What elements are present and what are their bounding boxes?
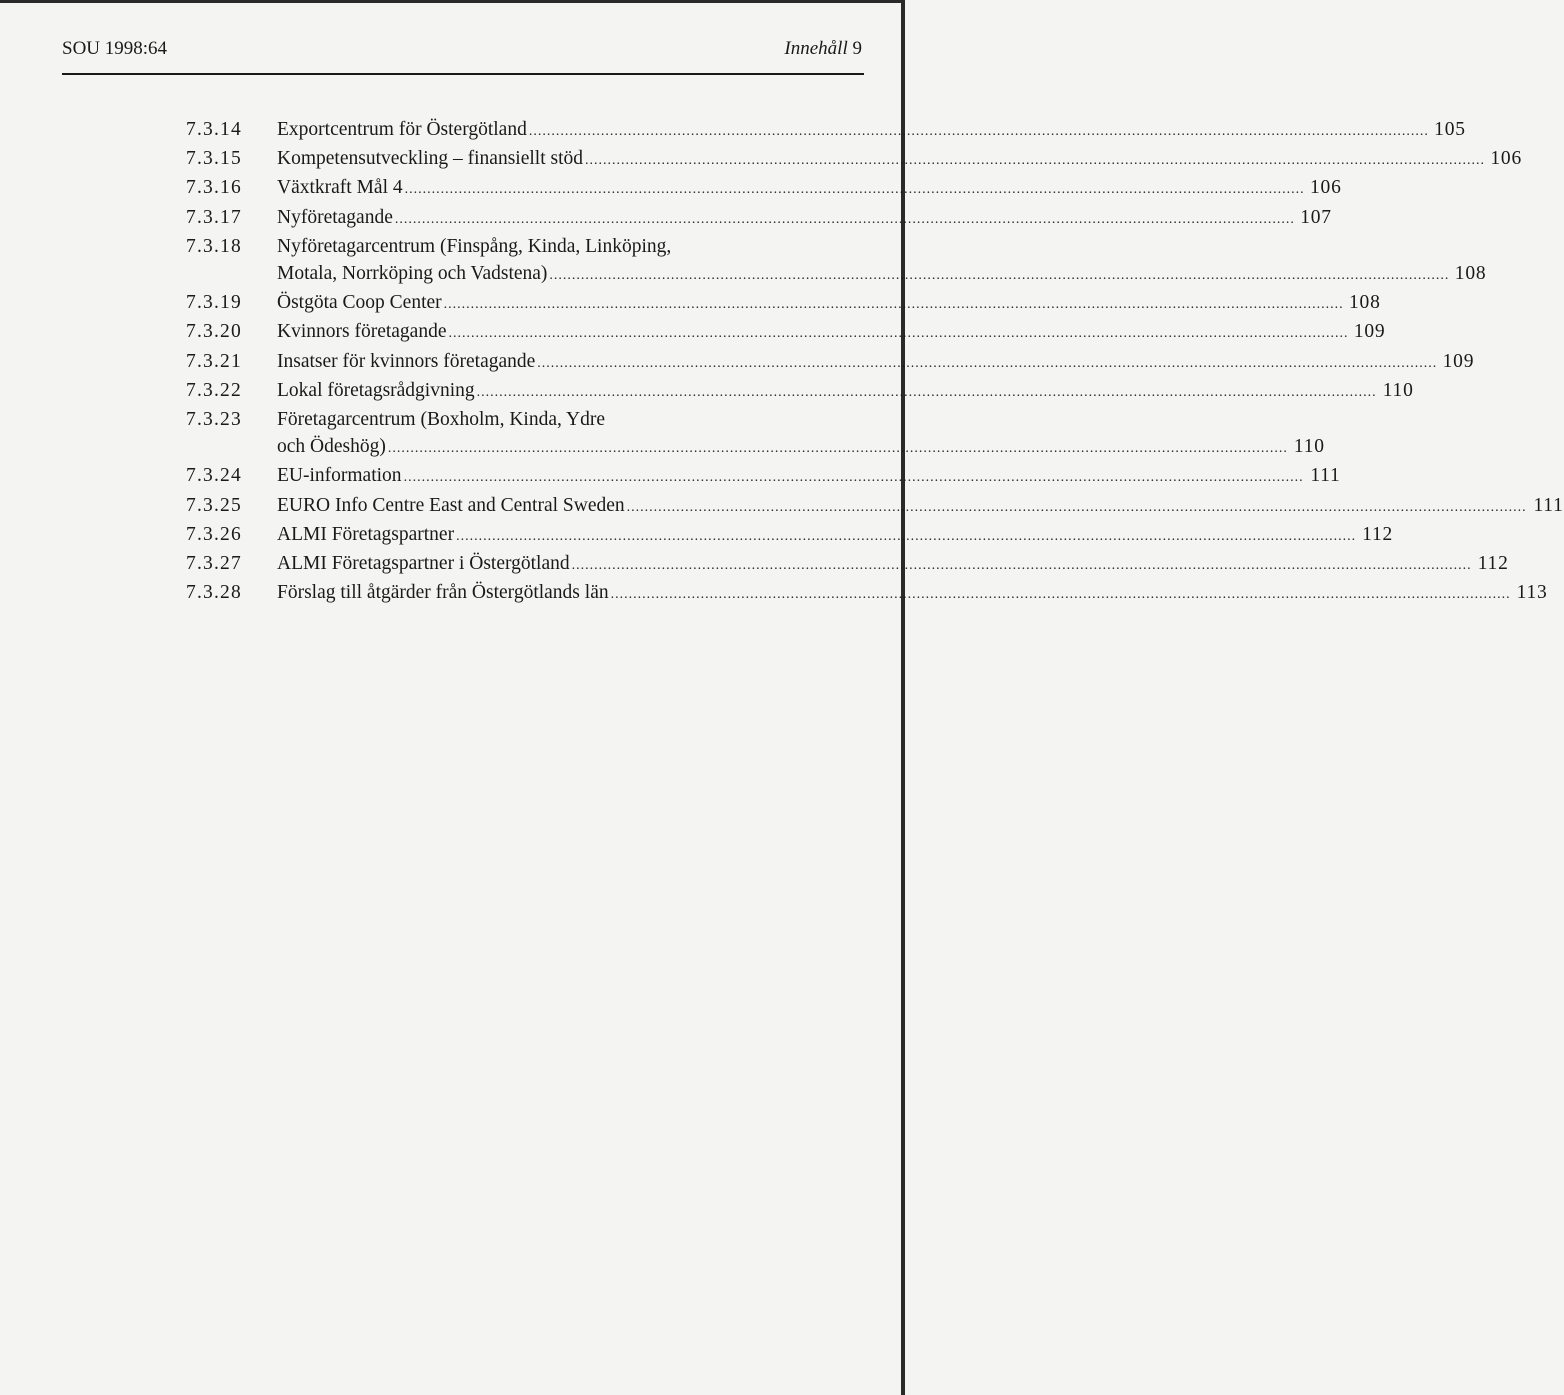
toc-dot-leader: ........................................................................................................................................................................................................ bbox=[387, 441, 1288, 457]
toc-entry-title: och Ödeshög) bbox=[277, 436, 386, 458]
toc-entry-number: 7.3.24 bbox=[186, 465, 242, 487]
toc-entry-number: 7.3.15 bbox=[186, 148, 242, 170]
toc-entry-page: 105 bbox=[1434, 119, 1466, 140]
toc-entry-number: 7.3.20 bbox=[186, 321, 242, 343]
toc-entry-page: 109 bbox=[1353, 321, 1386, 343]
toc-entry-number: 7.3.17 bbox=[186, 206, 242, 228]
toc-entry-page: 110 bbox=[1293, 436, 1325, 458]
running-head-publication: SOU 1998:64 bbox=[62, 38, 168, 59]
toc-entry-title: Insatser för kvinnors företagande bbox=[277, 350, 536, 372]
toc-entry[interactable] bbox=[186, 521, 1394, 550]
toc-entry-body bbox=[277, 318, 1385, 347]
toc-entry-title: Kvinnors företagande bbox=[277, 321, 447, 343]
toc-entry-title: Östgöta Coop Center bbox=[277, 292, 442, 314]
toc-entry-page: 106 bbox=[1490, 148, 1522, 170]
toc-entry-number: 7.3.16 bbox=[186, 177, 242, 199]
toc-entry-page: 112 bbox=[1477, 553, 1509, 575]
header-rule bbox=[62, 73, 864, 75]
toc-entry-title: Förslag till åtgärder från Östergötlands län bbox=[277, 582, 609, 604]
toc-entry-line bbox=[277, 204, 1332, 233]
toc-entry-line bbox=[277, 348, 1474, 377]
toc-entry-body bbox=[277, 204, 1332, 233]
toc-entry-body bbox=[277, 462, 1341, 491]
toc-dot-leader: ........................................................................................................................................................................................................ bbox=[571, 558, 1472, 574]
toc-entry-body bbox=[277, 492, 1564, 521]
toc-entry-title-line: Nyföretagarcentrum (Finspång, Kinda, Linköping, bbox=[277, 235, 672, 257]
toc-entry-number: 7.3.25 bbox=[186, 494, 242, 516]
toc-dot-leader: ........................................................................................................................................................................................................ bbox=[456, 528, 1357, 544]
toc-entry-page: 106 bbox=[1309, 177, 1342, 199]
toc-entry-page: 111 bbox=[1533, 494, 1564, 516]
toc-entry[interactable] bbox=[186, 550, 1509, 579]
page-number: 9 bbox=[852, 38, 862, 59]
toc-entry[interactable] bbox=[186, 492, 1564, 521]
toc-entry-title: ALMI Företagspartner i Östergötland bbox=[277, 553, 570, 575]
toc-entry-body bbox=[277, 579, 1548, 608]
toc-entry-number: 7.3.27 bbox=[186, 553, 242, 575]
toc-entry-line bbox=[277, 433, 1325, 462]
toc-entry-number: 7.3.21 bbox=[186, 350, 242, 372]
toc-entry-page: 110 bbox=[1382, 379, 1414, 401]
toc-entry-body bbox=[277, 145, 1522, 174]
toc-entry-title: Nyföretagande bbox=[277, 206, 393, 228]
toc-entry-number: 7.3.18 bbox=[186, 235, 242, 257]
toc-entry-body bbox=[277, 348, 1474, 377]
toc-entry-body bbox=[277, 174, 1342, 203]
toc-entry-line bbox=[277, 462, 1341, 491]
running-head-section bbox=[784, 38, 862, 60]
toc-entry-number: 7.3.26 bbox=[186, 523, 242, 545]
toc-entry-number: 7.3.23 bbox=[186, 409, 242, 431]
toc-entry-body bbox=[277, 233, 1486, 289]
toc-entry-body bbox=[277, 550, 1509, 579]
toc-entry-title: Exportcentrum för Östergötland bbox=[277, 119, 527, 140]
toc-dot-leader: ........................................................................................................................................................................................................ bbox=[394, 211, 1295, 227]
toc-dot-leader: ........................................................................................................................................................................................................ bbox=[610, 587, 1511, 603]
toc-entry-page: 111 bbox=[1310, 465, 1341, 487]
toc-entry-page: 108 bbox=[1349, 292, 1381, 314]
toc-entry[interactable] bbox=[186, 406, 1325, 462]
toc-entry[interactable] bbox=[186, 145, 1522, 174]
toc-entry-line bbox=[277, 579, 1548, 608]
section-name: Innehåll bbox=[784, 38, 848, 59]
toc-entry-title-line: Företagarcentrum (Boxholm, Kinda, Ydre bbox=[277, 409, 605, 431]
toc-entry-page: 109 bbox=[1442, 350, 1475, 372]
toc-entry-page: 112 bbox=[1362, 523, 1394, 545]
table-of-contents bbox=[186, 116, 1564, 608]
toc-entry-line bbox=[277, 318, 1385, 347]
toc-entry-line bbox=[277, 289, 1381, 318]
toc-entry-body bbox=[277, 521, 1393, 550]
toc-entry-body bbox=[277, 377, 1414, 406]
toc-entry-title: Växtkraft Mål 4 bbox=[277, 177, 403, 199]
toc-entry-body bbox=[277, 406, 1325, 462]
toc-dot-leader: ........................................................................................................................................................................................................ bbox=[626, 499, 1527, 515]
toc-entry-line bbox=[277, 116, 1466, 145]
toc-dot-leader: ........................................................................................................................................................................................................ bbox=[403, 470, 1304, 486]
toc-entry-number: 7.3.28 bbox=[186, 582, 242, 604]
toc-dot-leader: ........................................................................................................................................................................................................ bbox=[528, 124, 1429, 139]
toc-entry-page: 107 bbox=[1300, 206, 1332, 228]
toc-entry-title: EU-information bbox=[277, 465, 402, 487]
toc-dot-leader: ........................................................................................................................................................................................................ bbox=[443, 297, 1344, 313]
toc-entry[interactable] bbox=[186, 289, 1381, 318]
toc-entry-line bbox=[277, 145, 1522, 174]
toc-entry[interactable] bbox=[186, 318, 1386, 347]
toc-entry-line bbox=[277, 377, 1414, 406]
page-header bbox=[62, 38, 862, 62]
toc-dot-leader: ........................................................................................................................................................................................................ bbox=[549, 268, 1450, 284]
toc-entry[interactable] bbox=[186, 579, 1548, 608]
toc-dot-leader: ........................................................................................................................................................................................................ bbox=[476, 384, 1377, 400]
toc-dot-leader: ........................................................................................................................................................................................................ bbox=[448, 326, 1349, 342]
toc-entry-page: 108 bbox=[1454, 263, 1487, 285]
toc-entry-body bbox=[277, 289, 1381, 318]
toc-entry-line bbox=[277, 521, 1393, 550]
toc-entry-line bbox=[277, 260, 1486, 289]
toc-entry-number: 7.3.19 bbox=[186, 292, 242, 314]
toc-entry[interactable] bbox=[186, 462, 1341, 491]
toc-entry[interactable] bbox=[186, 377, 1414, 406]
toc-dot-leader: ........................................................................................................................................................................................................ bbox=[585, 153, 1485, 169]
scan-border-top bbox=[0, 0, 905, 3]
toc-entry[interactable] bbox=[186, 233, 1487, 289]
toc-entry[interactable] bbox=[186, 348, 1475, 377]
toc-entry[interactable] bbox=[186, 204, 1332, 233]
toc-entry[interactable] bbox=[186, 174, 1342, 203]
toc-dot-leader: ........................................................................................................................................................................................................ bbox=[404, 182, 1305, 198]
toc-entry-number: 7.3.22 bbox=[186, 379, 242, 401]
toc-entry-title: Kompetensutveckling – finansiellt stöd bbox=[277, 148, 583, 170]
toc-entry-number: 7.3.14 bbox=[186, 119, 242, 140]
toc-entry-page: 113 bbox=[1516, 582, 1548, 604]
toc-entry-title: Lokal företagsrådgivning bbox=[277, 379, 475, 401]
toc-entry-line bbox=[277, 492, 1564, 521]
toc-entry[interactable] bbox=[186, 116, 1466, 145]
toc-entry-title: EURO Info Centre East and Central Sweden bbox=[277, 494, 625, 516]
toc-entry-body bbox=[277, 116, 1466, 145]
toc-dot-leader: ........................................................................................................................................................................................................ bbox=[537, 355, 1438, 371]
toc-entry-title: Motala, Norrköping och Vadstena) bbox=[277, 263, 548, 285]
toc-entry-line bbox=[277, 174, 1342, 203]
toc-entry-line bbox=[277, 550, 1509, 579]
toc-entry-title: ALMI Företagspartner bbox=[277, 523, 455, 545]
